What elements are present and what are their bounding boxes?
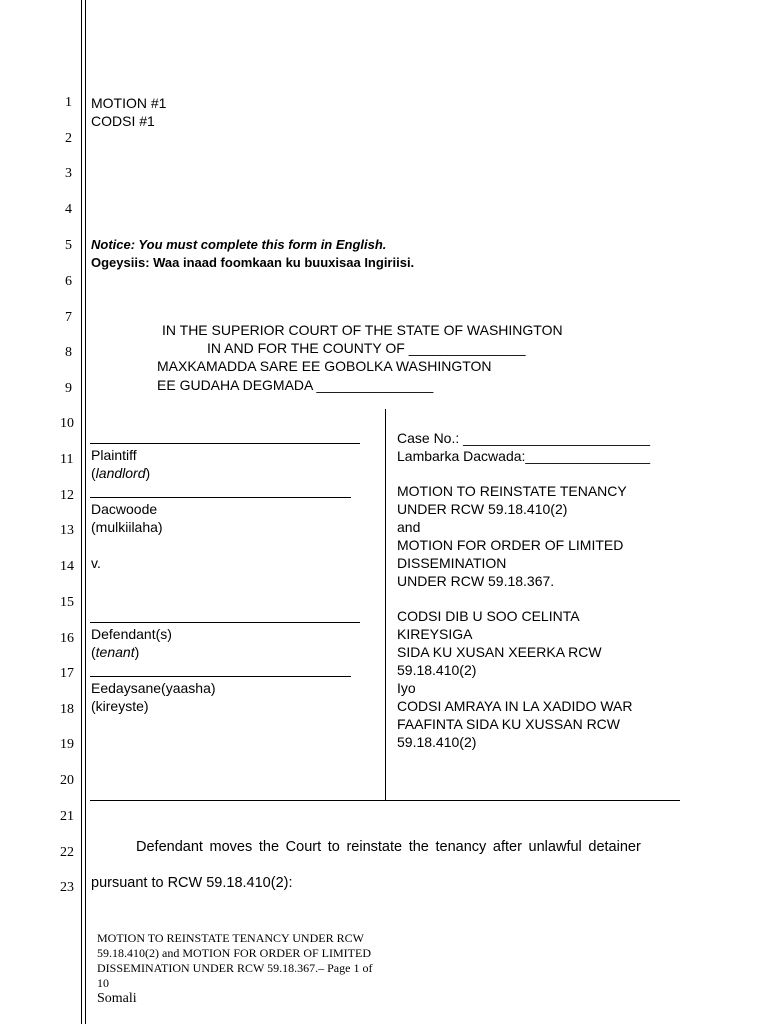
- plaintiff-label: Plaintiff: [91, 447, 137, 463]
- case-title-line: UNDER RCW 59.18.410(2): [397, 501, 568, 517]
- kireyste-label: (kireyste): [91, 698, 149, 714]
- case-title-line: Iyo: [397, 680, 416, 696]
- notice-so: Ogeysiis: Waa inaad foomkaan ku buuxisaa Ingiriisi.: [91, 255, 415, 270]
- footer-language: Somali: [97, 991, 137, 1006]
- court-heading-line1: IN THE SUPERIOR COURT OF THE STATE OF WASHINGTON: [162, 322, 563, 338]
- footer-line: 59.18.410(2) and MOTION FOR ORDER OF LIMITED: [97, 946, 371, 960]
- line-number: 4: [65, 202, 72, 217]
- defendant-label: Defendant(s): [91, 626, 172, 642]
- defendant-signature-line: [90, 622, 360, 623]
- case-title-line: KIREYSIGA: [397, 626, 473, 642]
- court-heading-line4: EE GUDAHA DEGMADA _______________: [157, 377, 434, 393]
- line-number: 17: [60, 666, 74, 681]
- line-number: 22: [60, 845, 74, 860]
- case-title-line: CODSI AMRAYA IN LA XADIDO WAR: [397, 698, 633, 714]
- notice-en: Notice: You must complete this form in English.: [91, 237, 387, 252]
- landlord-label: (landlord): [91, 465, 151, 481]
- motion-title-en: MOTION #1: [91, 95, 167, 111]
- line-number: 18: [60, 702, 74, 717]
- case-title-line: DISSEMINATION: [397, 555, 507, 571]
- line-number: 19: [60, 737, 74, 752]
- dacwoode-label: Dacwoode: [91, 501, 158, 517]
- lambarka-dacwada-field[interactable]: Lambarka Dacwada:________________: [397, 448, 650, 464]
- footer-line: DISSEMINATION UNDER RCW 59.18.367.– Page 1 of: [97, 961, 373, 975]
- body-paragraph-line2: pursuant to RCW 59.18.410(2):: [91, 875, 293, 891]
- case-title-line: MOTION FOR ORDER OF LIMITED: [397, 537, 624, 553]
- line-number: 6: [65, 274, 72, 289]
- line-number: 5: [65, 238, 72, 253]
- case-title-line: 59.18.410(2): [397, 662, 477, 678]
- line-number: 20: [60, 773, 74, 788]
- line-number: 21: [60, 809, 74, 824]
- case-title-line: UNDER RCW 59.18.367.: [397, 573, 555, 589]
- motion-title-so: CODSI #1: [91, 113, 155, 129]
- line-number: 9: [65, 381, 72, 396]
- margin-rule-left: [81, 0, 82, 1024]
- case-title-line: 59.18.410(2): [397, 734, 477, 750]
- case-title-line: MOTION TO REINSTATE TENANCY: [397, 483, 627, 499]
- court-heading-line3: MAXKAMADDA SARE EE GOBOLKA WASHINGTON: [157, 358, 492, 374]
- line-number: 23: [60, 880, 74, 895]
- case-title-line: SIDA KU XUSAN XEERKA RCW: [397, 644, 602, 660]
- case-title-line: FAAFINTA SIDA KU XUSSAN RCW: [397, 716, 621, 732]
- case-number-field[interactable]: Case No.: ________________________: [397, 430, 651, 446]
- line-number: 10: [60, 416, 74, 431]
- line-number: 8: [65, 345, 72, 360]
- body-paragraph-line1: Defendant moves the Court to reinstate the tenancy after unlawful detainer: [136, 839, 641, 855]
- plaintiff-signature-line: [90, 443, 360, 444]
- case-title-line: CODSI DIB U SOO CELINTA: [397, 608, 580, 624]
- line-number: 1: [65, 95, 72, 110]
- line-number: 12: [60, 488, 74, 503]
- case-title-line: and: [397, 519, 421, 535]
- line-number: 7: [65, 310, 72, 325]
- eedaysane-signature-line: [90, 676, 351, 677]
- line-number: 16: [60, 631, 74, 646]
- line-number: 11: [60, 452, 74, 467]
- line-number: 2: [65, 131, 72, 146]
- footer-line: MOTION TO REINSTATE TENANCY UNDER RCW: [97, 931, 364, 945]
- eedaysane-label: Eedaysane(yaasha): [91, 680, 216, 696]
- caption-bottom-rule: [90, 800, 680, 801]
- page-footer: [97, 931, 397, 991]
- tenant-label: (tenant): [91, 644, 140, 660]
- caption-divider: [385, 409, 386, 801]
- line-number: 14: [60, 559, 74, 574]
- footer-line: 10: [97, 976, 109, 990]
- versus-label: v.: [91, 555, 101, 571]
- court-heading-line2: IN AND FOR THE COUNTY OF _______________: [207, 340, 526, 356]
- dacwoode-signature-line: [90, 497, 351, 498]
- line-number: 15: [60, 595, 74, 610]
- line-number: 3: [65, 166, 72, 181]
- margin-rule-right: [85, 0, 86, 1024]
- line-number: 13: [60, 523, 74, 538]
- mulkiilaha-label: (mulkiilaha): [91, 519, 163, 535]
